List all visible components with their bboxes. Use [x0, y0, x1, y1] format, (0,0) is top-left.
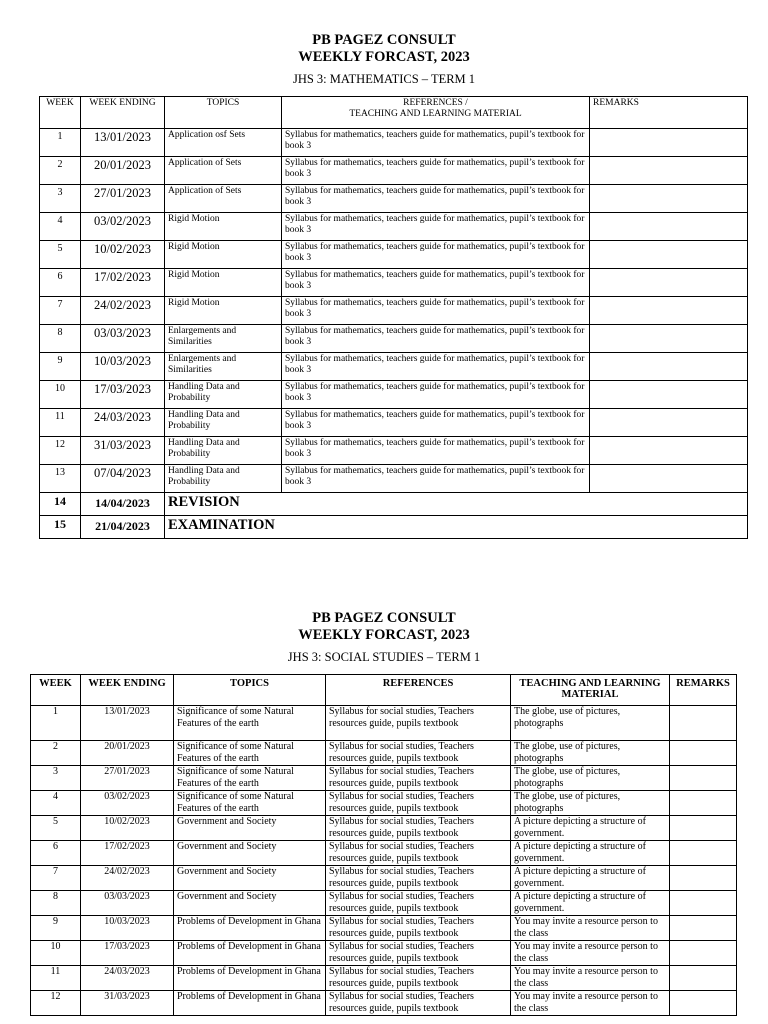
tlm-cell: A picture depicting a structure of government.: [511, 866, 670, 891]
topic-cell: Rigid Motion: [165, 269, 282, 297]
references-cell: Syllabus for social studies, Teachers resources guide, pupils textbook: [326, 841, 511, 866]
references-cell: Syllabus for mathematics, teachers guide for mathematics, pupil’s textbook for book 3: [282, 437, 590, 465]
topic-cell: Significance of some Natural Features of the earth: [174, 741, 326, 766]
topic-cell: Application osf Sets: [165, 129, 282, 157]
week-ending-date: 17/03/2023: [81, 381, 165, 409]
references-cell: Syllabus for mathematics, teachers guide for mathematics, pupil’s textbook for book 3: [282, 213, 590, 241]
table-row: [31, 706, 737, 741]
remarks-cell: [590, 297, 748, 325]
remarks-cell: [670, 766, 737, 791]
references-cell: Syllabus for social studies, Teachers resources guide, pupils textbook: [326, 941, 511, 966]
week-ending-date: 17/02/2023: [81, 841, 174, 866]
week-ending-date: 03/02/2023: [81, 213, 165, 241]
week-number: 5: [40, 241, 81, 269]
doc-subtitle: JHS 3: MATHEMATICS – TERM 1: [292, 72, 476, 86]
topic-cell: Significance of some Natural Features of the earth: [174, 766, 326, 791]
org-name: PB PAGEZ CONSULT: [312, 32, 456, 48]
topic-cell: Government and Society: [174, 816, 326, 841]
remarks-cell: [670, 916, 737, 941]
col-week: WEEK: [40, 97, 81, 129]
topic-cell: Significance of some Natural Features of the earth: [174, 791, 326, 816]
col-week: WEEK: [31, 675, 81, 706]
topic-cell: Rigid Motion: [165, 213, 282, 241]
remarks-cell: [670, 816, 737, 841]
topic-cell: Rigid Motion: [165, 297, 282, 325]
revision-row: [40, 493, 748, 516]
remarks-cell: [670, 966, 737, 991]
topic-cell: Handling Data and Probability: [165, 465, 282, 493]
week-number: 13: [40, 465, 81, 493]
table-row: [40, 465, 748, 493]
table-row: [31, 966, 737, 991]
math-forecast-header: [0, 32, 768, 87]
col-references-line1: REFERENCES /: [403, 98, 468, 108]
remarks-cell: [670, 706, 737, 741]
week-number: 7: [31, 866, 81, 891]
col-remarks: REMARKS: [670, 675, 737, 706]
tlm-cell: A picture depicting a structure of government.: [511, 841, 670, 866]
week-ending-date: 24/03/2023: [81, 966, 174, 991]
references-cell: Syllabus for mathematics, teachers guide for mathematics, pupil’s textbook for book 3: [282, 353, 590, 381]
tlm-cell: You may invite a resource person to the class: [511, 991, 670, 1016]
references-cell: Syllabus for mathematics, teachers guide for mathematics, pupil’s textbook for book 3: [282, 409, 590, 437]
week-number: 4: [31, 791, 81, 816]
week-ending-date: 21/04/2023: [81, 516, 165, 539]
topic-cell: Problems of Development in Ghana: [174, 991, 326, 1016]
topic-cell: Government and Society: [174, 841, 326, 866]
remarks-cell: [590, 269, 748, 297]
table-header-row: [40, 97, 748, 129]
week-ending-date: 10/02/2023: [81, 241, 165, 269]
week-ending-date: 10/02/2023: [81, 816, 174, 841]
references-cell: Syllabus for social studies, Teachers resources guide, pupils textbook: [326, 816, 511, 841]
table-row: [31, 791, 737, 816]
references-cell: Syllabus for social studies, Teachers resources guide, pupils textbook: [326, 991, 511, 1016]
week-ending-date: 20/01/2023: [81, 741, 174, 766]
week-ending-date: 03/02/2023: [81, 791, 174, 816]
table-row: [40, 381, 748, 409]
table-row: [31, 866, 737, 891]
week-ending-date: 07/04/2023: [81, 465, 165, 493]
remarks-cell: [590, 437, 748, 465]
references-cell: Syllabus for mathematics, teachers guide for mathematics, pupil’s textbook for book 3: [282, 269, 590, 297]
col-remarks: REMARKS: [590, 97, 748, 129]
social-forecast-header: [0, 610, 768, 665]
table-row: [31, 916, 737, 941]
week-ending-date: 27/01/2023: [81, 766, 174, 791]
topic-cell: Government and Society: [174, 866, 326, 891]
tlm-cell: The globe, use of pictures, photographs: [511, 766, 670, 791]
week-number: 7: [40, 297, 81, 325]
topic-cell: Handling Data and Probability: [165, 437, 282, 465]
week-number: 15: [40, 516, 81, 539]
references-cell: Syllabus for mathematics, teachers guide for mathematics, pupil’s textbook for book 3: [282, 381, 590, 409]
references-cell: Syllabus for social studies, Teachers resources guide, pupils textbook: [326, 916, 511, 941]
remarks-cell: [590, 409, 748, 437]
week-ending-date: 13/01/2023: [81, 129, 165, 157]
remarks-cell: [670, 991, 737, 1016]
table-row: [31, 816, 737, 841]
tlm-cell: You may invite a resource person to the class: [511, 941, 670, 966]
references-cell: Syllabus for mathematics, teachers guide for mathematics, pupil’s textbook for book 3: [282, 129, 590, 157]
table-row: [40, 157, 748, 185]
references-cell: Syllabus for mathematics, teachers guide for mathematics, pupil’s textbook for book 3: [282, 241, 590, 269]
table-row: [31, 841, 737, 866]
remarks-cell: [590, 381, 748, 409]
col-references-line2: TEACHING AND LEARNING MATERIAL: [349, 109, 522, 119]
week-number: 12: [40, 437, 81, 465]
references-cell: Syllabus for social studies, Teachers resources guide, pupils textbook: [326, 741, 511, 766]
doc-title: WEEKLY FORCAST, 2023: [298, 627, 470, 643]
table-row: [31, 766, 737, 791]
table-row: [40, 353, 748, 381]
doc-subtitle: JHS 3: SOCIAL STUDIES – TERM 1: [287, 650, 481, 664]
col-topics: TOPICS: [165, 97, 282, 129]
week-ending-date: 17/02/2023: [81, 269, 165, 297]
references-cell: Syllabus for mathematics, teachers guide for mathematics, pupil’s textbook for book 3: [282, 157, 590, 185]
remarks-cell: [590, 157, 748, 185]
week-number: 2: [40, 157, 81, 185]
week-ending-date: 20/01/2023: [81, 157, 165, 185]
table-row: [40, 297, 748, 325]
week-number: 14: [40, 493, 81, 516]
topic-cell: Handling Data and Probability: [165, 409, 282, 437]
references-cell: Syllabus for social studies, Teachers resources guide, pupils textbook: [326, 866, 511, 891]
week-number: 4: [40, 213, 81, 241]
week-number: 3: [31, 766, 81, 791]
topic-cell: Application of Sets: [165, 157, 282, 185]
col-week-ending: WEEK ENDING: [81, 97, 165, 129]
remarks-cell: [670, 891, 737, 916]
remarks-cell: [590, 213, 748, 241]
week-ending-date: 31/03/2023: [81, 437, 165, 465]
org-name: PB PAGEZ CONSULT: [312, 610, 456, 626]
remarks-cell: [590, 465, 748, 493]
week-ending-date: 10/03/2023: [81, 916, 174, 941]
week-number: 1: [40, 129, 81, 157]
references-cell: Syllabus for mathematics, teachers guide for mathematics, pupil’s textbook for book 3: [282, 325, 590, 353]
tlm-cell: You may invite a resource person to the class: [511, 916, 670, 941]
table-row: [40, 213, 748, 241]
doc-title: WEEKLY FORCAST, 2023: [298, 49, 470, 65]
week-number: 10: [31, 941, 81, 966]
week-ending-date: 03/03/2023: [81, 325, 165, 353]
week-number: 3: [40, 185, 81, 213]
table-row: [40, 129, 748, 157]
table-row: [40, 185, 748, 213]
week-number: 8: [31, 891, 81, 916]
remarks-cell: [670, 741, 737, 766]
week-number: 9: [40, 353, 81, 381]
topic-cell: Rigid Motion: [165, 241, 282, 269]
table-row: [40, 409, 748, 437]
week-ending-date: 10/03/2023: [81, 353, 165, 381]
week-number: 2: [31, 741, 81, 766]
table-row: [31, 941, 737, 966]
topic-cell: Problems of Development in Ghana: [174, 941, 326, 966]
week-ending-date: 31/03/2023: [81, 991, 174, 1016]
week-number: 11: [40, 409, 81, 437]
tlm-cell: The globe, use of pictures, photographs: [511, 706, 670, 741]
week-number: 6: [40, 269, 81, 297]
topic-cell: Problems of Development in Ghana: [174, 916, 326, 941]
tlm-cell: You may invite a resource person to the class: [511, 966, 670, 991]
tlm-cell: The globe, use of pictures, photographs: [511, 791, 670, 816]
topic-cell: Problems of Development in Ghana: [174, 966, 326, 991]
remarks-cell: [590, 325, 748, 353]
remarks-cell: [590, 353, 748, 381]
week-ending-date: 17/03/2023: [81, 941, 174, 966]
week-number: 11: [31, 966, 81, 991]
week-ending-date: 13/01/2023: [81, 706, 174, 741]
topic-cell: Enlargements and Similarities: [165, 353, 282, 381]
week-number: 1: [31, 706, 81, 741]
table-header-row: [31, 675, 737, 706]
table-row: [40, 437, 748, 465]
table-row: [31, 891, 737, 916]
col-week-ending: WEEK ENDING: [81, 675, 174, 706]
table-row: [31, 991, 737, 1016]
references-cell: Syllabus for mathematics, teachers guide for mathematics, pupil’s textbook for book 3: [282, 185, 590, 213]
examination-row: [40, 516, 748, 539]
week-ending-date: 24/02/2023: [81, 866, 174, 891]
col-tlm: TEACHING AND LEARNING MATERIAL: [511, 675, 670, 706]
references-cell: Syllabus for mathematics, teachers guide for mathematics, pupil’s textbook for book 3: [282, 465, 590, 493]
references-cell: Syllabus for social studies, Teachers resources guide, pupils textbook: [326, 706, 511, 741]
remarks-cell: [670, 866, 737, 891]
week-number: 8: [40, 325, 81, 353]
week-ending-date: 03/03/2023: [81, 891, 174, 916]
remarks-cell: [670, 941, 737, 966]
references-cell: Syllabus for social studies, Teachers resources guide, pupils textbook: [326, 891, 511, 916]
topic-cell: Significance of some Natural Features of the earth: [174, 706, 326, 741]
week-number: 12: [31, 991, 81, 1016]
tlm-cell: A picture depicting a structure of government.: [511, 891, 670, 916]
topic-cell: Enlargements and Similarities: [165, 325, 282, 353]
week-ending-date: 14/04/2023: [81, 493, 165, 516]
remarks-cell: [590, 241, 748, 269]
topic-cell: Application of Sets: [165, 185, 282, 213]
references-cell: Syllabus for social studies, Teachers resources guide, pupils textbook: [326, 766, 511, 791]
topic-cell: Handling Data and Probability: [165, 381, 282, 409]
col-references: REFERENCES: [326, 675, 511, 706]
examination-label: EXAMINATION: [165, 516, 748, 539]
references-cell: Syllabus for social studies, Teachers resources guide, pupils textbook: [326, 791, 511, 816]
week-number: 5: [31, 816, 81, 841]
remarks-cell: [590, 129, 748, 157]
table-row: [40, 325, 748, 353]
revision-label: REVISION: [165, 493, 748, 516]
topic-cell: Government and Society: [174, 891, 326, 916]
math-forecast-table: [39, 96, 748, 539]
remarks-cell: [670, 791, 737, 816]
week-ending-date: 27/01/2023: [81, 185, 165, 213]
table-row: [40, 241, 748, 269]
col-references: [282, 97, 590, 129]
week-number: 6: [31, 841, 81, 866]
table-row: [40, 269, 748, 297]
remarks-cell: [590, 185, 748, 213]
tlm-cell: The globe, use of pictures, photographs: [511, 741, 670, 766]
week-number: 9: [31, 916, 81, 941]
week-number: 10: [40, 381, 81, 409]
social-forecast-table: [30, 674, 737, 1016]
references-cell: Syllabus for mathematics, teachers guide for mathematics, pupil’s textbook for book 3: [282, 297, 590, 325]
col-topics: TOPICS: [174, 675, 326, 706]
references-cell: Syllabus for social studies, Teachers resources guide, pupils textbook: [326, 966, 511, 991]
week-ending-date: 24/03/2023: [81, 409, 165, 437]
remarks-cell: [670, 841, 737, 866]
week-ending-date: 24/02/2023: [81, 297, 165, 325]
table-row: [31, 741, 737, 766]
tlm-cell: A picture depicting a structure of government.: [511, 816, 670, 841]
